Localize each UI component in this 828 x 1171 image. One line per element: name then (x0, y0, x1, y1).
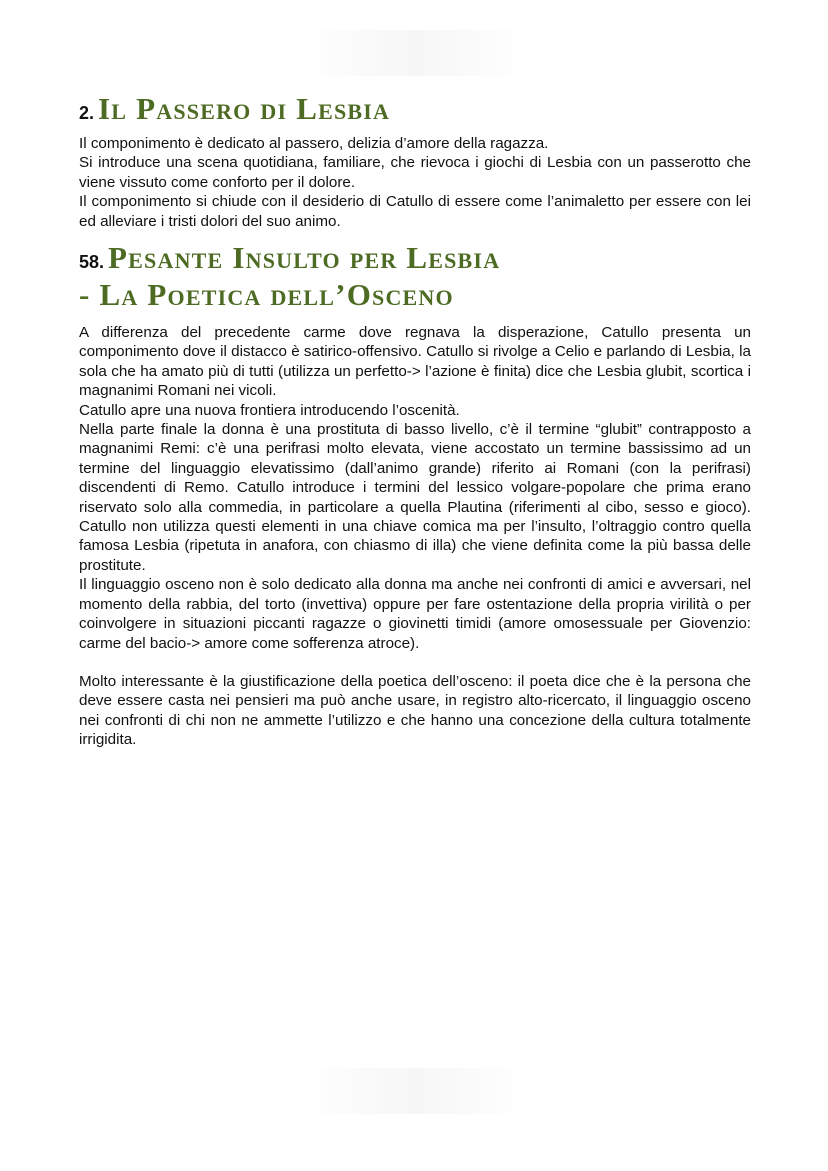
paragraph: Catullo apre una nuova frontiera introducendo l’oscenità. (79, 401, 460, 419)
section-insulto (79, 242, 751, 750)
paragraph: Molto interessante è la giustificazione della poetica dell’osceno: il poeta dice che è la persona che deve essere casta nei pensieri ma può anche usare, in registro alto-ricercato, il linguaggio osceno nei confronti di chi non ne ammette l’utilizzo e che hanno una concezione della cultura totalmente irrigidita. (79, 672, 751, 749)
paragraph: Il linguaggio osceno non è solo dedicato alla donna ma anche nei confronti di amici e avversari, nel momento della rabbia, del torto (invettiva) oppure per fare ostentazione della propria virilità o per coinvolgere in situazioni piccanti ragazze o giovinetti timidi (amore omosessuale per Giovenzio: carme del bacio-> amore come sofferenza atroce). (79, 576, 751, 652)
paragraph: A differenza del precedente carme dove regnava la disperazione, Catullo presenta un componimento dove il distacco è satirico-offensivo. Catullo si rivolge a Celio e parlando di Lesbia, la sola che ha amato più di tutti (utilizza un perfetto-> l’azione è finita) dice che Lesbia glubit, scortica i magnanimi Romani nei vicoli. (79, 324, 751, 400)
watermark-top (300, 30, 530, 76)
section-number: 2. (79, 103, 95, 123)
section-title: Il Passero di Lesbia (98, 91, 391, 126)
section-number: 58. (79, 252, 105, 272)
paragraph: Il componimento si chiude con il desiderio di Catullo di essere come l’animaletto per essere con lei ed alleviare i tristi dolori del suo animo. (79, 193, 751, 230)
section-passero (79, 93, 751, 231)
paragraph: Si introduce una scena quotidiana, familiare, che rievoca i giochi di Lesbia con un passerotto che viene vissuto come conforto per il dolore. (79, 154, 751, 191)
section-title-line-1: Pesante Insulto per Lesbia (108, 240, 501, 275)
paragraph: Il componimento è dedicato al passero, delizia d’amore della ragazza. (79, 135, 549, 152)
section-title-line-2: - La Poetica dell’Osceno (79, 277, 454, 312)
paragraph: Nella parte finale la donna è una prostituta di basso livello, c’è il termine “glubit” contrapposto a magnanimi Remi: c’è una perifrasi molto elevata, viene accostato un termine bassissimo ad un termine del linguaggio elevatissimo (dall’animo grande) riferito ai Romani (con la perifrasi) discendenti di Remo. Catullo introduce i termini del lessico volgare-popolare che prima erano riservato solo alla commedia, in particolare a quella Plautina (riferimenti al cibo, sesso e gioco). Catullo non utilizza questi elementi in una chiave comica ma per l’insulto, l’oltraggio contro quella famosa Lesbia (ripetuta in anafora, con chiasmo di illa) che viene definita come la più bassa delle prostitute. (79, 421, 751, 574)
paragraph-gap (79, 653, 751, 672)
watermark-bottom (300, 1068, 530, 1114)
section-heading-continued (79, 278, 751, 315)
section-heading (79, 242, 751, 278)
section-heading (79, 93, 751, 129)
